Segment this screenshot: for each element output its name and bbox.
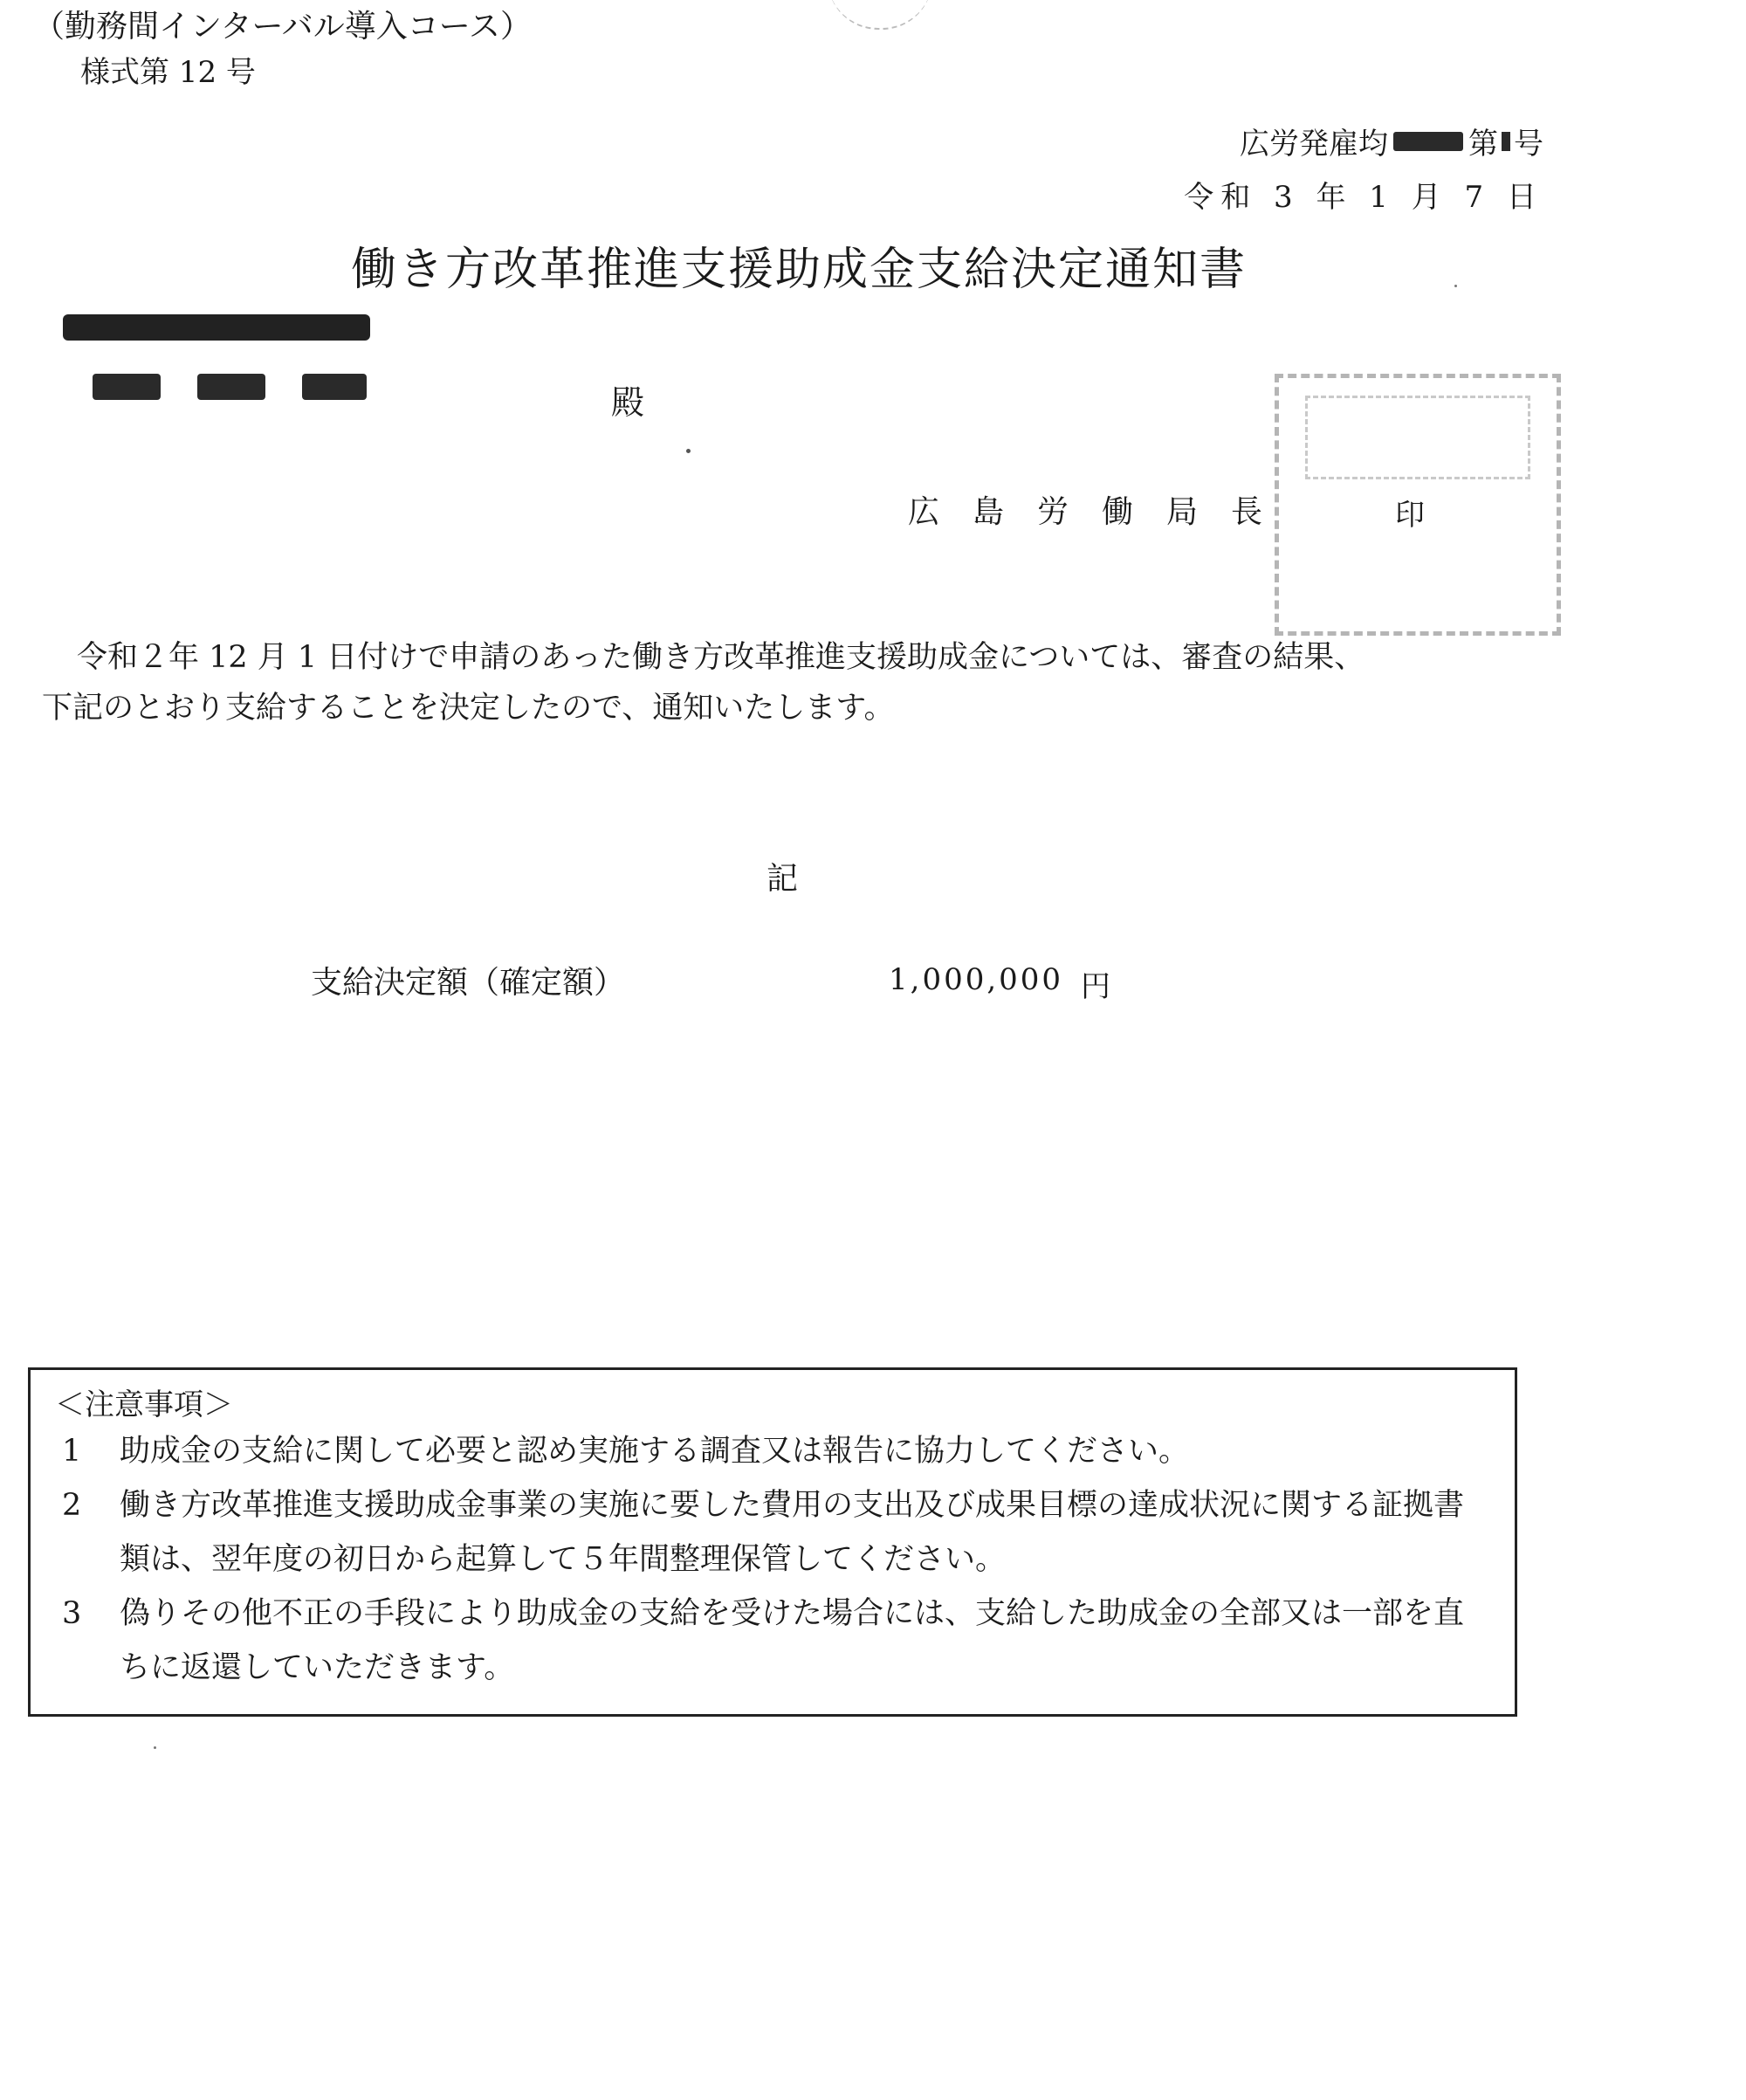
redaction-mark [197,374,265,400]
amount-value: 1,000,000 [889,962,1064,997]
note-number: 1 [62,1434,82,1469]
body-line-1: 令和２年 12 月 1 日付けで申請のあった働き方改革推進支援助成金については、審査の結果、 [77,640,1365,675]
doc-number-suffix: 号 [1514,127,1543,162]
redaction-mark [1393,132,1463,151]
issue-date: 令和 3 年 1 月 7 日 [1184,180,1543,215]
redaction-mark [93,374,161,400]
redaction-mark [1502,132,1510,151]
scan-speck [154,1746,156,1749]
addressee-honorific: 殿 [611,383,645,422]
redacted-representative-name [93,374,367,400]
amount-unit: 円 [1081,969,1110,1004]
form-number: 様式第 12 号 [80,55,256,90]
notice-body [42,632,1535,733]
redacted-company-name [63,314,370,341]
scan-speck [1454,285,1457,287]
note-text: 働き方改革推進支援助成金事業の実施に要した費用の支出及び成果目標の達成状況に関する証拠書類は、翌年度の初日から起算して５年間整理保管してください。 [120,1488,1465,1577]
scan-speck [686,449,691,453]
note-number: 3 [62,1596,82,1631]
amount-label: 支給決定額（確定額） [311,965,626,1001]
document-number [1240,120,1543,162]
seal-mark: 印 [1395,498,1425,533]
note-text: 偽りその他不正の手段により助成金の支給を受けた場合には、支給した助成金の全部又は一部を直ちに返還していただきます。 [120,1596,1465,1685]
seal-inner-frame [1305,396,1530,479]
stamp-fragment [828,0,932,30]
document-title: 働き方改革推進支援助成金支給決定通知書 [351,244,1248,296]
doc-number-middle: 第 [1468,127,1498,162]
notes-heading: ＜注意事項＞ [55,1387,233,1422]
body-line-2: 下記のとおり支給することを決定したので、通知いたします。 [42,691,895,726]
ki-heading: 記 [766,861,799,897]
notes-box [28,1367,1517,1717]
redaction-mark [302,374,367,400]
issuer-name: 広島労働局長 [908,494,1296,530]
note-number: 2 [62,1488,82,1523]
note-text: 助成金の支給に関して必要と認め実施する調査又は報告に協力してください。 [120,1434,1190,1469]
doc-number-prefix: 広労発雇均 [1240,127,1388,162]
course-label: （勤務間インターバル導入コース） [33,9,532,45]
